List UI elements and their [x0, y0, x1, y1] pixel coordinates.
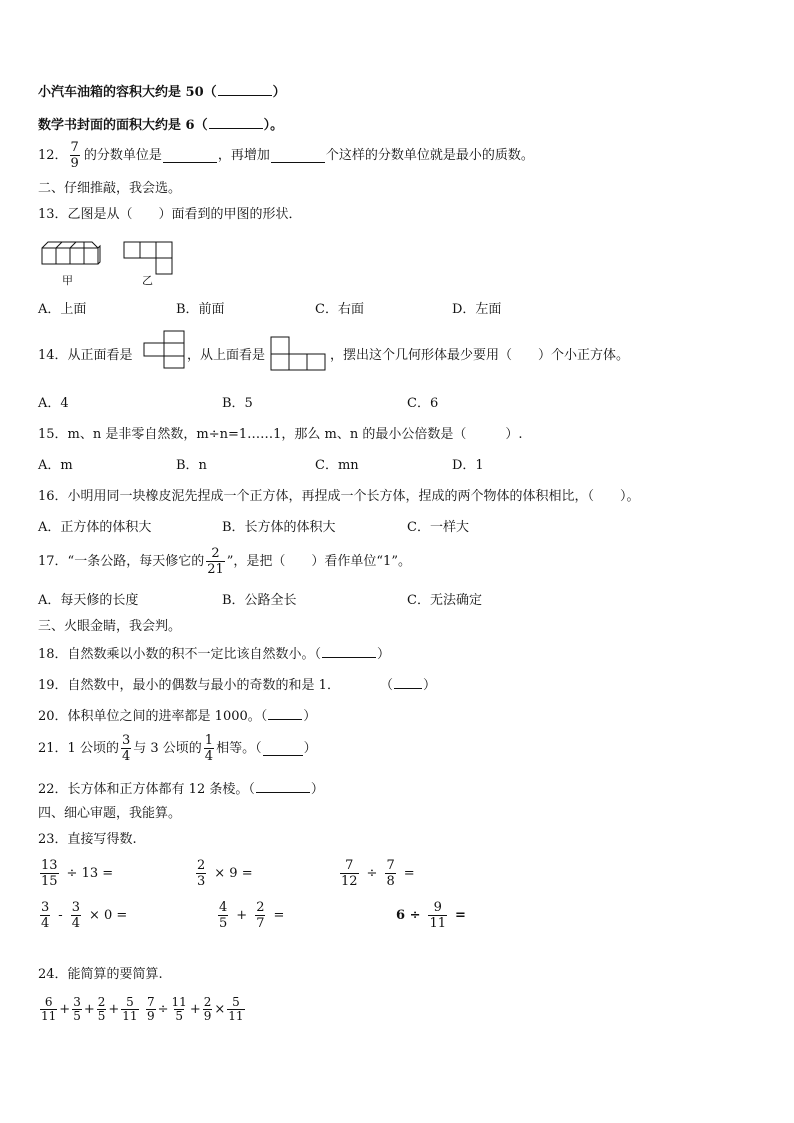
q21-fraction-2: $\frac{1}{4}$: [204, 733, 214, 764]
answer-blank[interactable]: [256, 779, 310, 793]
q14-option-c[interactable]: C．6: [407, 396, 439, 411]
answer-blank[interactable]: [218, 82, 272, 96]
q23-expr-6: 6 ÷ $\frac{9}{11}$ =: [396, 900, 466, 931]
q16-option-c[interactable]: C．一样大: [407, 520, 469, 535]
q20: 20．体积单位之间的进率都是 1000。（ ）: [38, 706, 316, 726]
q18: 18．自然数乘以小数的积不一定比该自然数小。（ ）: [38, 644, 390, 664]
answer-blank[interactable]: [163, 149, 217, 163]
q14-t1: 14．从正面看是: [38, 348, 133, 363]
q17-option-a[interactable]: A．每天修的长度: [38, 593, 139, 608]
answer-blank[interactable]: [268, 706, 302, 720]
q15-option-a[interactable]: A．m: [38, 458, 73, 473]
q21: 21．1 公顷的 $\frac{3}{4}$ 与 3 公顷的 $\frac{1}{4}$ 相等。（ ）: [38, 733, 317, 764]
q24-title: 24．能简算的要简算.: [38, 967, 163, 982]
q23-expr-5: $\frac{4}{5}$ + $\frac{2}{7}$ =: [219, 900, 285, 931]
q14-option-b[interactable]: B．5: [222, 396, 253, 411]
q24-expr-1: $\frac{6}{11}$ + $\frac{3}{5}$ + $\frac{2}{5}$ + $\frac{5}{11}$: [41, 995, 138, 1023]
q24-expr-2: $\frac{7}{9}$ ÷ $\frac{11}{5}$ + $\frac{2}{9}$ × $\frac{5}{11}$: [147, 995, 244, 1023]
section-3-heading: 三、火眼金睛，我会判。: [38, 619, 182, 634]
q12-fraction: $\frac{7}{9}$: [70, 140, 79, 171]
q13-text: 13．乙图是从（ ）面看到的甲图的形状．: [38, 207, 302, 222]
q15-text: 15．m、n 是非零自然数，m÷n=1……1，那么 m、n 的最小公倍数是（ ）.: [38, 427, 523, 442]
answer-blank[interactable]: [263, 742, 303, 756]
q11-line1: 小汽车油箱的容积大约是 50（ ）: [38, 82, 286, 102]
answer-blank[interactable]: [394, 675, 422, 689]
q15-option-d[interactable]: D．1: [452, 458, 484, 473]
q16-option-a[interactable]: A．正方体的体积大: [38, 520, 152, 535]
q13-option-b[interactable]: B．前面: [176, 302, 225, 317]
answer-blank[interactable]: [322, 644, 376, 658]
q13-figure-a: [40, 240, 102, 270]
q23-expr-4: $\frac{3}{4}$ - $\frac{3}{4}$ × 0 =: [41, 900, 128, 931]
q17: 17．“一条公路，每天修它的 $\frac{2}{21}$ ”，是把（ ）看作单位“1”。: [38, 546, 411, 577]
q15-option-c[interactable]: C．mn: [315, 458, 359, 473]
q23-expr-3: $\frac{7}{12}$ ÷ $\frac{7}{8}$ =: [341, 858, 415, 889]
q14-top-view: [270, 336, 328, 372]
q21-fraction-1: $\frac{3}{4}$: [121, 733, 131, 764]
q14-t2: ，从上面看是: [187, 348, 266, 363]
q19: 19．自然数中，最小的偶数与最小的奇数的和是 1． （ ）: [38, 675, 436, 695]
q23-title: 23．直接写得数.: [38, 832, 137, 847]
q13-option-a[interactable]: A．上面: [38, 302, 87, 317]
q22: 22．长方体和正方体都有 12 条棱。（ ）: [38, 779, 324, 799]
answer-blank[interactable]: [271, 149, 325, 163]
q23-expr-1: $\frac{13}{15}$ ÷ 13 =: [41, 858, 114, 889]
q12: 12． $\frac{7}{9}$ 的分数单位是 ，再增加 个这样的分数单位就是最小的质数。: [38, 140, 534, 171]
answer-blank[interactable]: [209, 115, 263, 129]
q14-front-view: [143, 330, 187, 370]
figure-b-label: 乙: [142, 274, 153, 287]
q14-t3: ，摆出这个几何形体最少要用（ ）个小正方体。: [330, 348, 630, 363]
q17-fraction: $\frac{2}{21}$: [207, 546, 224, 577]
q14-option-a[interactable]: A．4: [38, 396, 69, 411]
section-4-heading: 四、细心审题，我能算。: [38, 806, 182, 821]
q13-option-d[interactable]: D．左面: [452, 302, 502, 317]
q13-figure-b: [122, 240, 176, 276]
q23-expr-2: $\frac{2}{3}$ × 9 =: [197, 858, 253, 889]
section-2-heading: 二、仔细推敲，我会选。: [38, 181, 182, 196]
q15-option-b[interactable]: B．n: [176, 458, 207, 473]
q17-option-c[interactable]: C．无法确定: [407, 593, 482, 608]
q11-line2: 数学书封面的面积大约是 6（ ）。: [38, 115, 283, 135]
figure-a-label: 甲: [62, 274, 73, 287]
q16-option-b[interactable]: B．长方体的体积大: [222, 520, 336, 535]
q17-option-b[interactable]: B．公路全长: [222, 593, 297, 608]
q13-option-c[interactable]: C．右面: [315, 302, 364, 317]
q16-text: 16．小明用同一块橡皮泥先捏成一个正方体，再捏成一个长方体，捏成的两个物体的体积相比，（ ）。: [38, 489, 640, 504]
